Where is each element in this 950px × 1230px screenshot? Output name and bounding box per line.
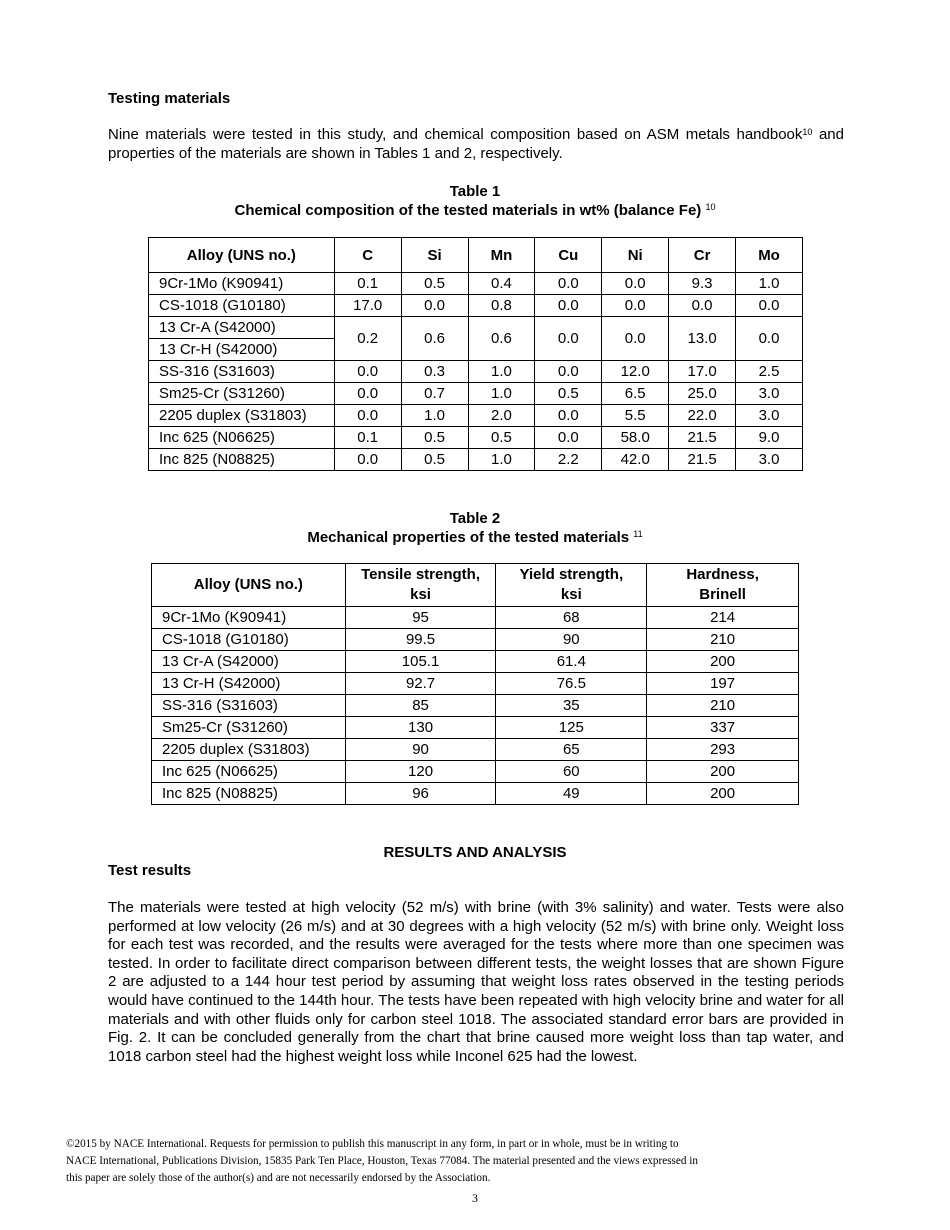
table-cell: 3.0 [736,449,803,471]
table-cell: 2.2 [535,449,602,471]
table-cell: 17.0 [334,295,401,317]
table1-header-cell: Mn [468,238,535,273]
table-cell: 0.0 [602,273,669,295]
table-cell: 0.0 [401,295,468,317]
table-row [149,295,803,317]
table-cell: 65 [496,739,647,761]
table-row [149,427,803,449]
table-cell: 0.1 [334,427,401,449]
footer-line: ©2015 by NACE International. Requests for permission to publish this manuscript in any form, in part or in whole, must be in writing to [66,1138,679,1150]
table-cell: 1.0 [468,449,535,471]
results-section-title: RESULTS AND ANALYSIS [383,844,567,861]
testing-materials-paragraph: Nine materials were tested in this study, and chemical composition based on ASM metals handbook$^{10}$ and properties of the materials are shown in Tables 1 and 2, respectively. [108,126,844,162]
table-cell: 0.0 [535,295,602,317]
table-cell: 0.0 [535,427,602,449]
table-cell: 0.0 [334,405,401,427]
chemical-composition-table [148,237,803,471]
table-cell: 3.0 [736,405,803,427]
table-cell: Inc 825 (N08825) [152,783,346,805]
table-cell: 0.6 [468,317,535,361]
table-cell: 13 Cr-A (S42000) [152,651,346,673]
table-cell: 58.0 [602,427,669,449]
table-row [152,761,799,783]
table-cell: 1.0 [401,405,468,427]
table-cell: 0.1 [334,273,401,295]
table-cell: 120 [345,761,496,783]
table-cell: 0.0 [535,405,602,427]
table-row [149,361,803,383]
table-cell: 1.0 [736,273,803,295]
table-row [152,695,799,717]
test-results-paragraph: The materials were tested at high velocity (52 m/s) with brine (with 3% salinity) and water. Tests were also performed at low velocity (26 m/s) and at 30 degrees with a high velocity (52 m/s) with brine only. Weight loss for each test was recorded, and the results were averaged for the tests where more than one specimen was tested. In order to facilitate direct comparison between different tests, the weight losses that are shown Figure 2 are adjusted to a 144 hour test period by assuming that weight loss rates observed in the testing periods would have continued to the 144th hour. The tests have been repeated with high velocity brine and water for all materials and with other fluids only for carbon steel 1018. The associated standard error bars are provided in Fig. 2. It can be concluded generally from the chart that brine caused more weight loss than tap water, and 1018 carbon steel had the highest weight loss while Inconel 625 had the lowest. [108,899,844,1065]
table-cell: 200 [647,783,799,805]
table-cell: Inc 825 (N08825) [149,449,335,471]
table-cell: 0.5 [401,273,468,295]
table-cell: 210 [647,629,799,651]
table-cell: 85 [345,695,496,717]
table-cell: 0.0 [535,361,602,383]
table1-header-cell: Cr [669,238,736,273]
table-row [152,651,799,673]
table-cell: 6.5 [602,383,669,405]
table-cell: 105.1 [345,651,496,673]
table2-header-cell: Yield strength, ksi [496,564,647,607]
table2-caption: Mechanical properties of the tested materials $^{11}$ [307,529,643,546]
table-cell: 1.0 [468,361,535,383]
table-cell: 76.5 [496,673,647,695]
table1-caption: Chemical composition of the tested materials in wt% (balance Fe) $^{10}$ [234,202,716,219]
table-row [149,317,803,339]
table-cell: 0.7 [401,383,468,405]
table2-header-row [152,564,799,607]
table-cell: 68 [496,607,647,629]
table-cell: 2.5 [736,361,803,383]
footer-line: this paper are solely those of the author(s) and are not necessarily endorsed by the Association. [66,1172,491,1184]
table-cell: 200 [647,761,799,783]
table-cell: 214 [647,607,799,629]
table2-header-cell: Hardness, Brinell [647,564,799,607]
footer-line: NACE International, Publications Division, 15835 Park Ten Place, Houston, Texas 77084. The material presented and the views expressed in [66,1155,698,1167]
table-cell: 13 Cr-H (S42000) [152,673,346,695]
table1-header-cell: C [334,238,401,273]
table-cell: 17.0 [669,361,736,383]
page-number: 3 [472,1191,478,1205]
table-cell: 293 [647,739,799,761]
table-cell: 0.0 [334,449,401,471]
table-cell: 0.4 [468,273,535,295]
table2-label: Table 2 [449,510,501,527]
table-cell: 92.7 [345,673,496,695]
table2-caption-reference: 11 [633,529,643,539]
table1-header-row [149,238,803,273]
table-cell: 0.0 [535,317,602,361]
table1-header-cell: Alloy (UNS no.) [149,238,335,273]
table-cell: 1.0 [468,383,535,405]
table-cell: 210 [647,695,799,717]
table-cell: 2205 duplex (S31803) [149,405,335,427]
table-cell: 21.5 [669,427,736,449]
reference-marker: 10 [802,127,813,137]
table-row [149,383,803,405]
table-cell: Inc 625 (N06625) [149,427,335,449]
table-cell: 42.0 [602,449,669,471]
table-cell: 21.5 [669,449,736,471]
table-row [149,449,803,471]
table1-header-cell: Ni [602,238,669,273]
table-cell: 13.0 [669,317,736,361]
table-cell: 197 [647,673,799,695]
table-cell: 22.0 [669,405,736,427]
copyright-footer [66,1136,786,1187]
table-row [152,783,799,805]
section-heading-testing-materials: Testing materials [108,90,231,107]
table-row [149,405,803,427]
table-cell: 5.5 [602,405,669,427]
table-cell: 35 [496,695,647,717]
table-cell: 9.3 [669,273,736,295]
table-cell: 2205 duplex (S31803) [152,739,346,761]
table-cell: 49 [496,783,647,805]
table2-header-cell: Tensile strength, ksi [345,564,496,607]
table-cell: 13 Cr-H (S42000) [149,339,335,361]
table-cell: 0.0 [602,295,669,317]
table1-caption-reference: 10 [705,202,716,212]
table-cell: 9.0 [736,427,803,449]
table-cell: 0.6 [401,317,468,361]
table-cell: CS-1018 (G10180) [152,629,346,651]
table-cell: 200 [647,651,799,673]
table-row [152,629,799,651]
test-results-heading: Test results [108,862,192,879]
table-cell: Inc 625 (N06625) [152,761,346,783]
table1-header-cell: Cu [535,238,602,273]
table-cell: 2.0 [468,405,535,427]
table-cell: 0.5 [401,449,468,471]
table-cell: 337 [647,717,799,739]
table-cell: 0.8 [468,295,535,317]
table-row [152,739,799,761]
table-cell: SS-316 (S31603) [149,361,335,383]
table-row [149,273,803,295]
table-cell: 0.3 [401,361,468,383]
table-cell: 9Cr-1Mo (K90941) [152,607,346,629]
table-cell: 61.4 [496,651,647,673]
table-cell: 60 [496,761,647,783]
table2-header-cell: Alloy (UNS no.) [152,564,346,607]
table-cell: 9Cr-1Mo (K90941) [149,273,335,295]
table-cell: Sm25-Cr (S31260) [152,717,346,739]
table1-header-cell: Si [401,238,468,273]
table-cell: 0.0 [602,317,669,361]
table-row [152,717,799,739]
table-row [152,607,799,629]
table-cell: Sm25-Cr (S31260) [149,383,335,405]
table-cell: 99.5 [345,629,496,651]
table-cell: 95 [345,607,496,629]
table-cell: 13 Cr-A (S42000) [149,317,335,339]
table-cell: 90 [496,629,647,651]
table-cell: 3.0 [736,383,803,405]
table-cell: 0.5 [535,383,602,405]
table1-label: Table 1 [449,183,501,200]
mechanical-properties-table [151,563,799,805]
table-cell: 130 [345,717,496,739]
table-cell: 0.5 [401,427,468,449]
table-cell: 12.0 [602,361,669,383]
table-cell: CS-1018 (G10180) [149,295,335,317]
table-cell: SS-316 (S31603) [152,695,346,717]
table-cell: 0.0 [669,295,736,317]
table-cell: 0.0 [334,361,401,383]
table-cell: 96 [345,783,496,805]
table-cell: 0.5 [468,427,535,449]
table-cell: 0.0 [736,317,803,361]
table1-header-cell: Mo [736,238,803,273]
table-row [152,673,799,695]
table-cell: 0.0 [535,273,602,295]
table-cell: 25.0 [669,383,736,405]
table-cell: 125 [496,717,647,739]
table-cell: 0.0 [334,383,401,405]
table-cell: 90 [345,739,496,761]
table-cell: 0.2 [334,317,401,361]
table-cell: 0.0 [736,295,803,317]
